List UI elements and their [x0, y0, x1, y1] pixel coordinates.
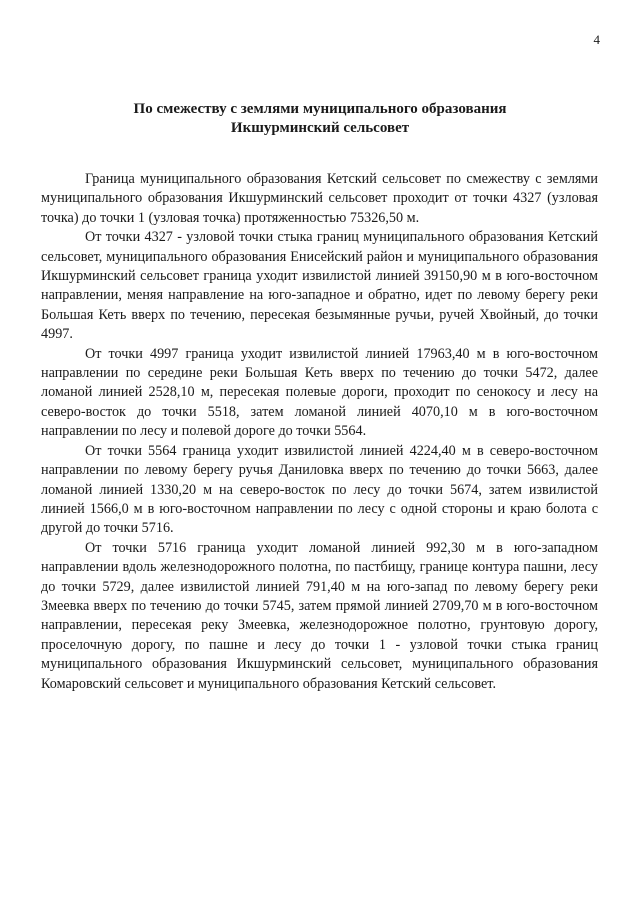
paragraph-5: От точки 5716 граница уходит ломаной линией 992,30 м в юго-западном направлении вдоль железнодорожного полотна, по пастбищу, границе контура пашни, лесу до точки 5729, далее извилистой линией 791,40 м на юго-запад по левому берегу реки Змеевка вверх по течению до точки 5745, затем прямой линией 2709,70 м в юго-восточном направлении, пересекая реку Змеевка, железнодорожное полотно, грунтовую дорогу, проселочную дорогу, по пашне и лесу до точки 1 - узловой точки стыка границ муниципального образования Икшурминский сельсовет, муниципального образования Комаровский сельсовет и муниципального образования Кетский сельсовет.	[41, 539, 598, 692]
section-title-line-2: Икшурминский сельсовет	[230, 120, 410, 136]
paragraph-3: От точки 4997 граница уходит извилистой линией 17963,40 м в юго-восточном направлении по середине реки Большая Кеть вверх по течению до точки 5472, далее ломаной линией 2528,10 м, пересекая полевые дороги, проходит по сенокосу и лесу на северо-восток до точки 5518, затем ломаной линией 4070,10 м в юго-восточном направлении по лесу и полевой дороге до точки 5564.	[41, 345, 598, 440]
paragraph-4: От точки 5564 граница уходит извилистой линией 4224,40 м в северо-восточном направлении по левому берегу ручья Даниловка вверх по течению до точки 5663, далее ломаной линией 1330,20 м на северо-восток по лесу до точки 5674, затем извилистой линией 1566,0 м в юго-восточном направлении по лесу с одной стороны и краю болота с другой до точки 5716.	[41, 442, 598, 537]
section-title-line-1: По смежеству с землями муниципального образования	[133, 101, 507, 117]
section-title	[40, 100, 600, 138]
page-number: 4	[593, 32, 600, 47]
document-body	[41, 170, 598, 694]
paragraph-1: Граница муниципального образования Кетский сельсовет по смежеству с землями муниципального образования Икшурминский сельсовет проходит от точки 4327 (узловая точка) до точки 1 (узловая точка) протяженностью 75326,50 м.	[41, 171, 598, 226]
paragraph-2: От точки 4327 - узловой точки стыка границ муниципального образования Кетский сельсовет, муниципального образования Енисейский район и муниципального образования Икшурминский сельсовет граница уходит извилистой линией 39150,90 м в юго-восточном направлении, меняя направление на юго-западное и обратно, идет по левому берегу реки Большая Кеть вверх по течению, пересекая безымянные ручьи, ручей Хвойный, до точки 4997.	[41, 229, 598, 343]
